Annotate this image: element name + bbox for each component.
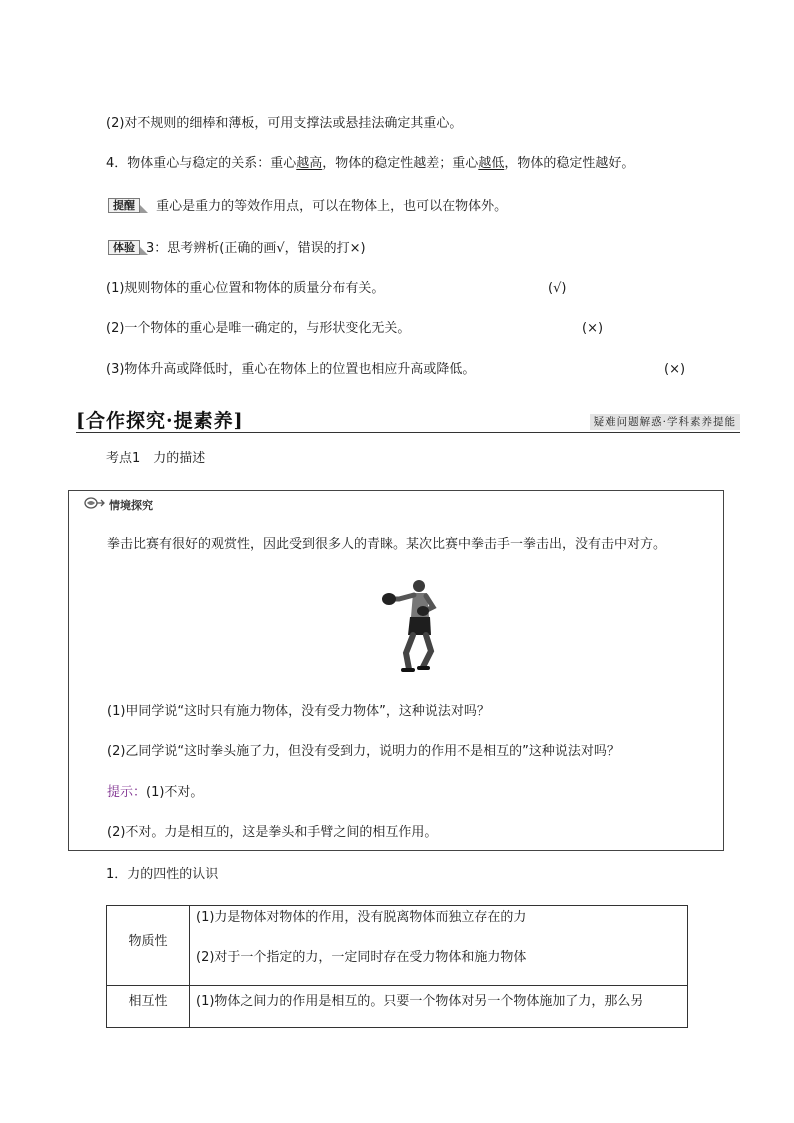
scenario-question-2: (2)乙同学说“这时拳头施了力，但没有受到力，说明力的作用不是相互的”这种说法对吗？ (107, 744, 620, 759)
properties-heading: 1．力的四性的认识 (106, 867, 219, 882)
hint-answer-2: (2)不对。力是相互的，这是拳头和手臂之间的相互作用。 (107, 825, 438, 840)
experience-text: 3：思考辨析(正确的画√，错误的打×) (146, 241, 366, 256)
judge-mark-3: (×) (664, 362, 686, 377)
boxer-illustration (381, 577, 449, 677)
scenario-question-1: (1)甲同学说“这时只有施力物体，没有受力物体”，这种说法对吗？ (107, 704, 490, 719)
property-name: 物质性 (107, 906, 190, 986)
section-subtitle: 疑难问题解惑·学科素养提能 (590, 414, 740, 430)
scenario-label: 情境探究 (109, 499, 153, 512)
property-line: (1)物体之间力的作用是相互的。只要一个物体对另一个物体施加了力，那么另 (196, 994, 644, 1009)
experience-tag: 体验 (108, 240, 140, 255)
support-method-text: (2)对不规则的细棒和薄板，可用支撑法或悬挂法确定其重心。 (106, 116, 463, 131)
judge-question-3: (3)物体升高或降低时，重心在物体上的位置也相应升高或降低。 (106, 362, 476, 377)
scenario-icon (83, 496, 105, 510)
properties-table (106, 905, 688, 1028)
judge-question-2: (2)一个物体的重心是唯一确定的，与形状变化无关。 (106, 321, 411, 336)
reminder-text: 重心是重力的等效作用点，可以在物体上，也可以在物体外。 (156, 199, 508, 214)
scenario-intro: 拳击比赛有很好的观赏性，因此受到很多人的青睐。某次比赛中拳击手一拳击出，没有击中对方。 (107, 537, 667, 552)
hint-answer-1: (1)不对。 (146, 785, 204, 800)
stability-mid: ，物体的稳定性越差；重心 (322, 156, 479, 171)
judge-question-1: (1)规则物体的重心位置和物体的质量分布有关。 (106, 281, 385, 296)
experience-line (108, 240, 366, 257)
table-row (107, 986, 688, 1028)
stability-suffix: ，物体的稳定性越好。 (504, 156, 635, 171)
property-name: 相互性 (107, 986, 190, 1028)
section-title: [合作探究·提素养] (76, 410, 244, 432)
hint-line (107, 785, 203, 801)
hint-label: 提示： (107, 785, 147, 800)
judge-mark-2: (×) (582, 321, 604, 336)
property-line: (2)对于一个指定的力，一定同时存在受力物体和施力物体 (196, 950, 527, 965)
judge-mark-1: (√) (548, 281, 567, 296)
property-line: (1)力是物体对物体的作用，没有脱离物体而独立存在的力 (196, 910, 527, 925)
reminder-line (108, 198, 507, 215)
stability-prefix: 4．物体重心与稳定的关系：重心 (106, 156, 297, 171)
table-row (107, 906, 688, 986)
stability-high: 越高 (296, 156, 323, 171)
property-description (190, 906, 688, 986)
topic-heading: 考点1 力的描述 (106, 451, 206, 466)
section-divider (76, 432, 740, 433)
property-description (190, 986, 688, 1028)
stability-low: 越低 (478, 156, 505, 171)
stability-relation (106, 156, 634, 172)
reminder-tag: 提醒 (108, 198, 140, 213)
scenario-box (68, 490, 724, 851)
